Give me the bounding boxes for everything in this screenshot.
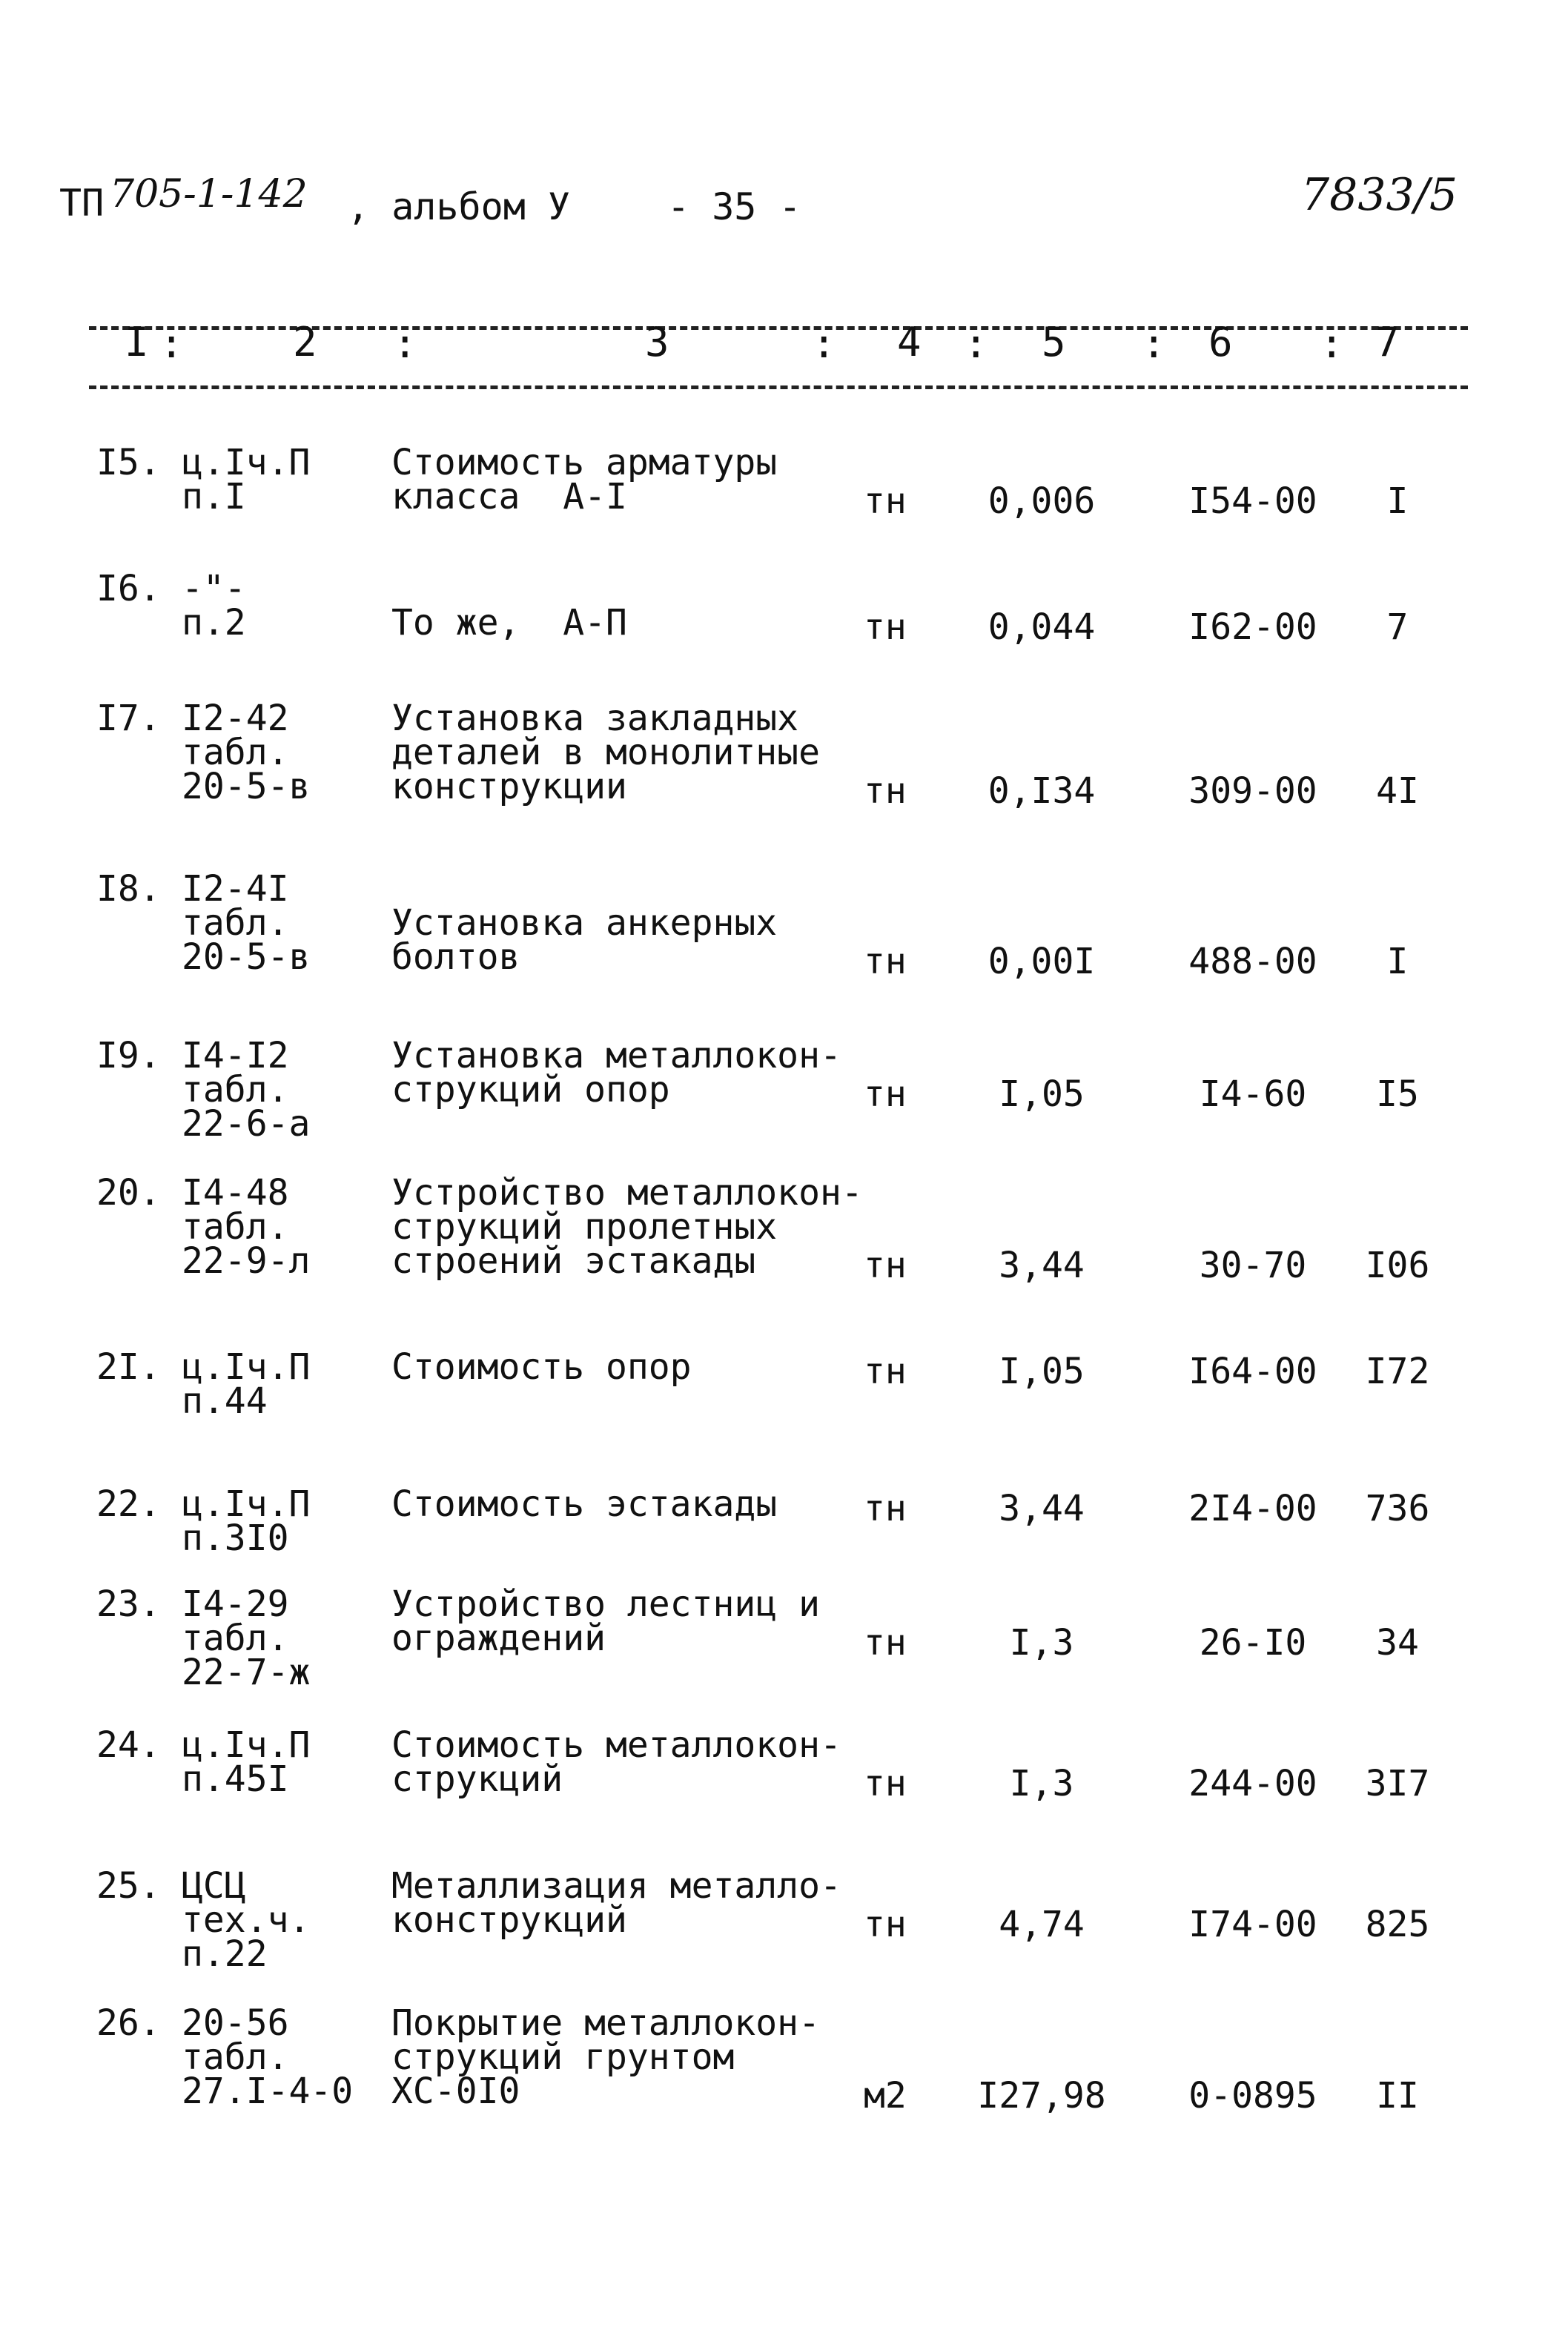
row-unit-price: I62-00 — [1188, 606, 1317, 648]
row-reference-line: п.45I — [182, 1758, 289, 1800]
row-reference-line: I2-4I — [182, 868, 289, 910]
row-reference-line: п.2 — [182, 602, 246, 643]
row-total: 736 — [1365, 1488, 1430, 1529]
row-number: 25. — [96, 1865, 161, 1907]
document-number: 7833/5 — [1301, 169, 1458, 221]
row-reference-line: табл. — [182, 1618, 289, 1659]
row-number: 24. — [96, 1724, 161, 1766]
row-total: I72 — [1365, 1351, 1430, 1392]
row-number: 26. — [96, 2002, 161, 2044]
row-number: I9. — [96, 1035, 161, 1076]
row-total: 34 — [1376, 1622, 1419, 1664]
row-unit-price: I74-00 — [1188, 1904, 1317, 1945]
row-reference-line: табл. — [182, 2036, 289, 2078]
column-header-1: I — [125, 319, 149, 365]
row-reference-line: табл. — [182, 732, 289, 773]
row-reference-line: п.22 — [182, 1933, 268, 1975]
row-reference-line: ЦСЦ — [182, 1865, 246, 1907]
row-description-line: ограждений — [391, 1618, 606, 1659]
row-reference-line: 20-5-в — [182, 936, 311, 978]
row-quantity: I,3 — [1009, 1763, 1074, 1804]
row-total: 825 — [1365, 1904, 1430, 1945]
row-unit: тн — [864, 770, 907, 812]
row-reference-line: 27.I-4-0 — [182, 2071, 354, 2112]
row-total: I — [1386, 941, 1409, 982]
row-reference-line: ц.Iч.П — [182, 1483, 311, 1525]
row-reference-line: табл. — [182, 902, 289, 944]
row-description-line: строений эстакады — [391, 1240, 756, 1282]
page-number: - 35 - — [667, 185, 801, 228]
row-reference-line: тех.ч. — [182, 1899, 311, 1941]
row-description-line: конструкции — [391, 766, 627, 807]
row-description-line: Металлизация металло- — [391, 1865, 841, 1907]
row-reference-line: -"- — [182, 568, 246, 609]
row-total: I06 — [1365, 1245, 1430, 1286]
row-description-line: Стоимость арматуры — [391, 442, 778, 483]
row-total: 3I7 — [1365, 1763, 1430, 1804]
row-reference-line: ц.Iч.П — [182, 1724, 311, 1766]
row-unit: тн — [864, 1904, 907, 1945]
header-bottom-rule — [89, 385, 1468, 389]
row-unit-price: 244-00 — [1188, 1763, 1317, 1804]
row-reference-line: I2-42 — [182, 698, 289, 739]
row-description-line: Стоимость опор — [391, 1346, 692, 1388]
row-description-line: Установка металлокон- — [391, 1035, 841, 1076]
row-reference-line: 22-9-л — [182, 1240, 311, 1282]
row-reference-line: 20-56 — [182, 2002, 289, 2044]
row-total: I5 — [1376, 1073, 1419, 1115]
row-reference-line: п.44 — [182, 1380, 268, 1422]
row-description-line: Устройство лестниц и — [391, 1583, 820, 1625]
row-total: I — [1386, 480, 1409, 522]
row-description-line: струкций — [391, 1758, 563, 1800]
row-quantity: 0,00I — [988, 941, 1096, 982]
row-reference-line: ц.Iч.П — [182, 442, 311, 483]
row-unit-price: I4-60 — [1199, 1073, 1307, 1115]
row-description-line: То же, А-П — [391, 602, 627, 643]
row-unit: тн — [864, 480, 907, 522]
row-unit-price: I54-00 — [1188, 480, 1317, 522]
row-reference-line: I4-48 — [182, 1172, 289, 1214]
row-unit-price: 309-00 — [1188, 770, 1317, 812]
row-quantity: 0,006 — [988, 480, 1096, 522]
row-quantity: I,05 — [999, 1073, 1085, 1115]
row-number: I8. — [96, 868, 161, 910]
row-description-line: деталей в монолитные — [391, 732, 820, 773]
row-quantity: I,05 — [999, 1351, 1085, 1392]
row-unit: тн — [864, 1763, 907, 1804]
row-number: I7. — [96, 698, 161, 739]
row-description-line: Устройство металлокон- — [391, 1172, 863, 1214]
project-number: 705-1-142 — [110, 172, 308, 216]
row-reference-line: табл. — [182, 1069, 289, 1111]
row-number: 22. — [96, 1483, 161, 1525]
row-quantity: 4,74 — [999, 1904, 1085, 1945]
row-number: 20. — [96, 1172, 161, 1214]
row-reference-line: п.3I0 — [182, 1518, 289, 1559]
row-reference-line: I4-I2 — [182, 1035, 289, 1076]
row-unit-price: 26-I0 — [1199, 1622, 1307, 1664]
row-number: I6. — [96, 568, 161, 609]
row-reference-line: 20-5-в — [182, 766, 311, 807]
row-number: 23. — [96, 1583, 161, 1625]
row-quantity: I27,98 — [977, 2075, 1106, 2116]
column-header-2: 2 — [293, 319, 317, 365]
column-header-4: 4 — [897, 319, 922, 365]
row-quantity: 3,44 — [999, 1488, 1085, 1529]
row-quantity: 0,I34 — [988, 770, 1096, 812]
row-unit: тн — [864, 941, 907, 982]
row-reference-line: I4-29 — [182, 1583, 289, 1625]
album-label: , альбом У — [347, 185, 571, 228]
row-reference-line: 22-6-а — [182, 1103, 311, 1145]
column-header-7: 7 — [1375, 319, 1400, 365]
row-description-line: Установка анкерных — [391, 902, 778, 944]
row-unit: тн — [864, 1351, 907, 1392]
row-description-line: Стоимость металлокон- — [391, 1724, 841, 1766]
row-quantity: I,3 — [1009, 1622, 1074, 1664]
row-description-line: конструкций — [391, 1899, 627, 1941]
row-description-line: струкций опор — [391, 1069, 670, 1111]
row-unit-price: I64-00 — [1188, 1351, 1317, 1392]
row-description-line: Покрытие металлокон- — [391, 2002, 820, 2044]
row-unit: тн — [864, 1073, 907, 1115]
row-reference-line: п.I — [182, 476, 246, 517]
row-description-line: ХС-0I0 — [391, 2071, 520, 2112]
row-number: 2I. — [96, 1346, 161, 1388]
row-unit: тн — [864, 1245, 907, 1286]
row-reference-line: табл. — [182, 1206, 289, 1248]
header-prefix: ТП — [59, 182, 105, 225]
row-total: 4I — [1376, 770, 1419, 812]
row-unit-price: 30-70 — [1199, 1245, 1307, 1286]
row-quantity: 3,44 — [999, 1245, 1085, 1286]
column-header-3: 3 — [645, 319, 669, 365]
row-total: 7 — [1386, 606, 1409, 648]
row-description-line: Стоимость эстакады — [391, 1483, 778, 1525]
row-unit: тн — [864, 1488, 907, 1529]
row-unit-price: 2I4-00 — [1188, 1488, 1317, 1529]
row-description-line: болтов — [391, 936, 520, 978]
row-reference-line: ц.Iч.П — [182, 1346, 311, 1388]
row-unit: м2 — [864, 2075, 907, 2116]
row-description-line: Установка закладных — [391, 698, 799, 739]
row-unit: тн — [864, 606, 907, 648]
row-number: I5. — [96, 442, 161, 483]
row-total: II — [1376, 2075, 1419, 2116]
row-unit-price: 0-0895 — [1188, 2075, 1317, 2116]
column-header-6: 6 — [1208, 319, 1233, 365]
row-description-line: струкций грунтом — [391, 2036, 735, 2078]
row-reference-line: 22-7-ж — [182, 1652, 311, 1693]
row-description-line: класса А-I — [391, 476, 627, 517]
row-unit-price: 488-00 — [1188, 941, 1317, 982]
row-quantity: 0,044 — [988, 606, 1096, 648]
row-description-line: струкций пролетных — [391, 1206, 778, 1248]
column-header-5: 5 — [1042, 319, 1066, 365]
row-unit: тн — [864, 1622, 907, 1664]
